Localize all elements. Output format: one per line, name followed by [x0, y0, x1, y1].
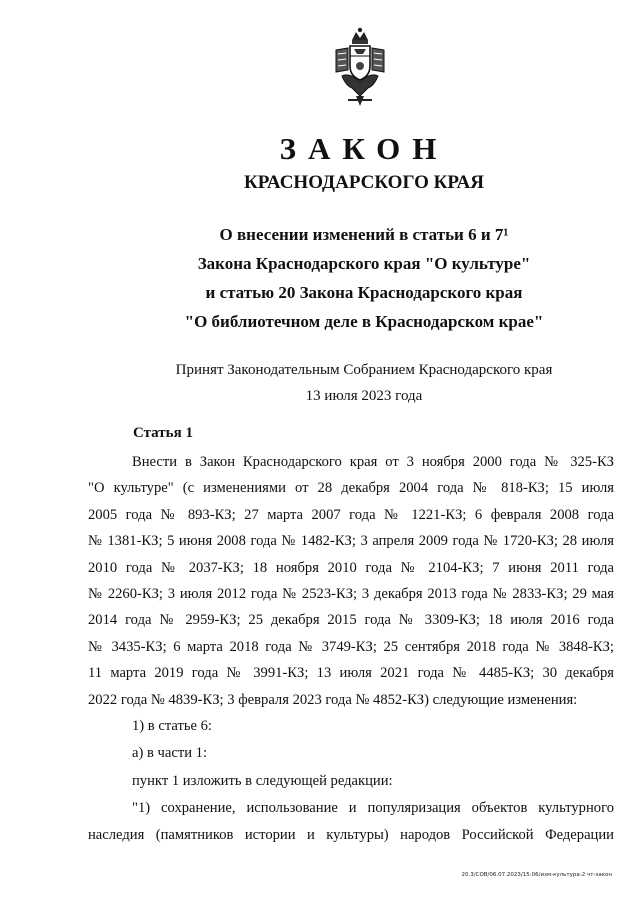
adopted-by: Принят Законодательным Собранием Краснодарского края — [175, 362, 553, 378]
heading-line: Закона Краснодарского края "О культуре" — [197, 254, 531, 273]
quote-line: наследия (памятников истории и культуры) народов Российской Федерации — [88, 826, 614, 843]
list-item: пункт 1 изложить в следующей редакции: — [132, 772, 393, 789]
body-line: 2005 года № 893-КЗ; 27 марта 2007 года № 1221-КЗ; 6 февраля 2008 года — [88, 506, 614, 523]
body-line: 2022 года № 4839-КЗ; 3 февраля 2023 года № 4852-КЗ) следующие изменения: — [88, 691, 578, 708]
heading-line: О внесении изменений в статьи 6 и 7¹ — [219, 225, 509, 244]
article-title: Статья 1 — [133, 425, 193, 441]
body-line: "О культуре" (с изменениями от 28 декабря 2004 года № 818-КЗ; 15 июля — [88, 480, 614, 497]
body-line: 11 марта 2019 года № 3991-КЗ; 13 июля 2021 года № 4485-КЗ; 30 декабря — [88, 665, 614, 682]
adoption-info — [0, 357, 640, 409]
law-title: ЗАКОН — [279, 131, 449, 166]
heading-line: "О библиотечном деле в Краснодарском крае" — [184, 312, 544, 331]
footer-code: 20.3/СОВ/06.07.2023/15:06/изм-культура-2 чт-закон — [461, 872, 612, 878]
law-heading — [0, 220, 640, 336]
article-body — [88, 449, 614, 848]
body-line: № 3435-КЗ; 6 марта 2018 года № 3749-КЗ; 25 сентября 2018 года № 3848-КЗ; — [88, 638, 614, 655]
heading-line: и статью 20 Закона Краснодарского края — [205, 283, 523, 302]
body-line: № 1381-КЗ; 5 июня 2008 года № 1482-КЗ; 3 апреля 2009 года № 1720-КЗ; 28 июля — [88, 533, 614, 550]
coat-of-arms-icon — [330, 26, 390, 110]
adopted-date: 13 июля 2023 года — [305, 388, 423, 404]
body-line: № 2260-КЗ; 3 июля 2012 года № 2523-КЗ; 3 декабря 2013 года № 2833-КЗ; 29 мая — [88, 585, 614, 602]
quote-line: "1) сохранение, использование и популяризация объектов культурного — [132, 800, 614, 817]
list-item: а) в части 1: — [132, 745, 208, 762]
list-item: 1) в статье 6: — [132, 717, 212, 734]
law-subtitle: КРАСНОДАРСКОГО КРАЯ — [243, 172, 485, 193]
body-line: Внести в Закон Краснодарского края от 3 ноября 2000 года № 325-КЗ — [132, 454, 614, 470]
body-line: 2014 года № 2959-КЗ; 25 декабря 2015 года № 3309-КЗ; 18 июля 2016 года — [88, 612, 614, 629]
body-line: 2010 года № 2037-КЗ; 18 ноября 2010 года № 2104-КЗ; 7 июня 2011 года — [88, 559, 614, 576]
